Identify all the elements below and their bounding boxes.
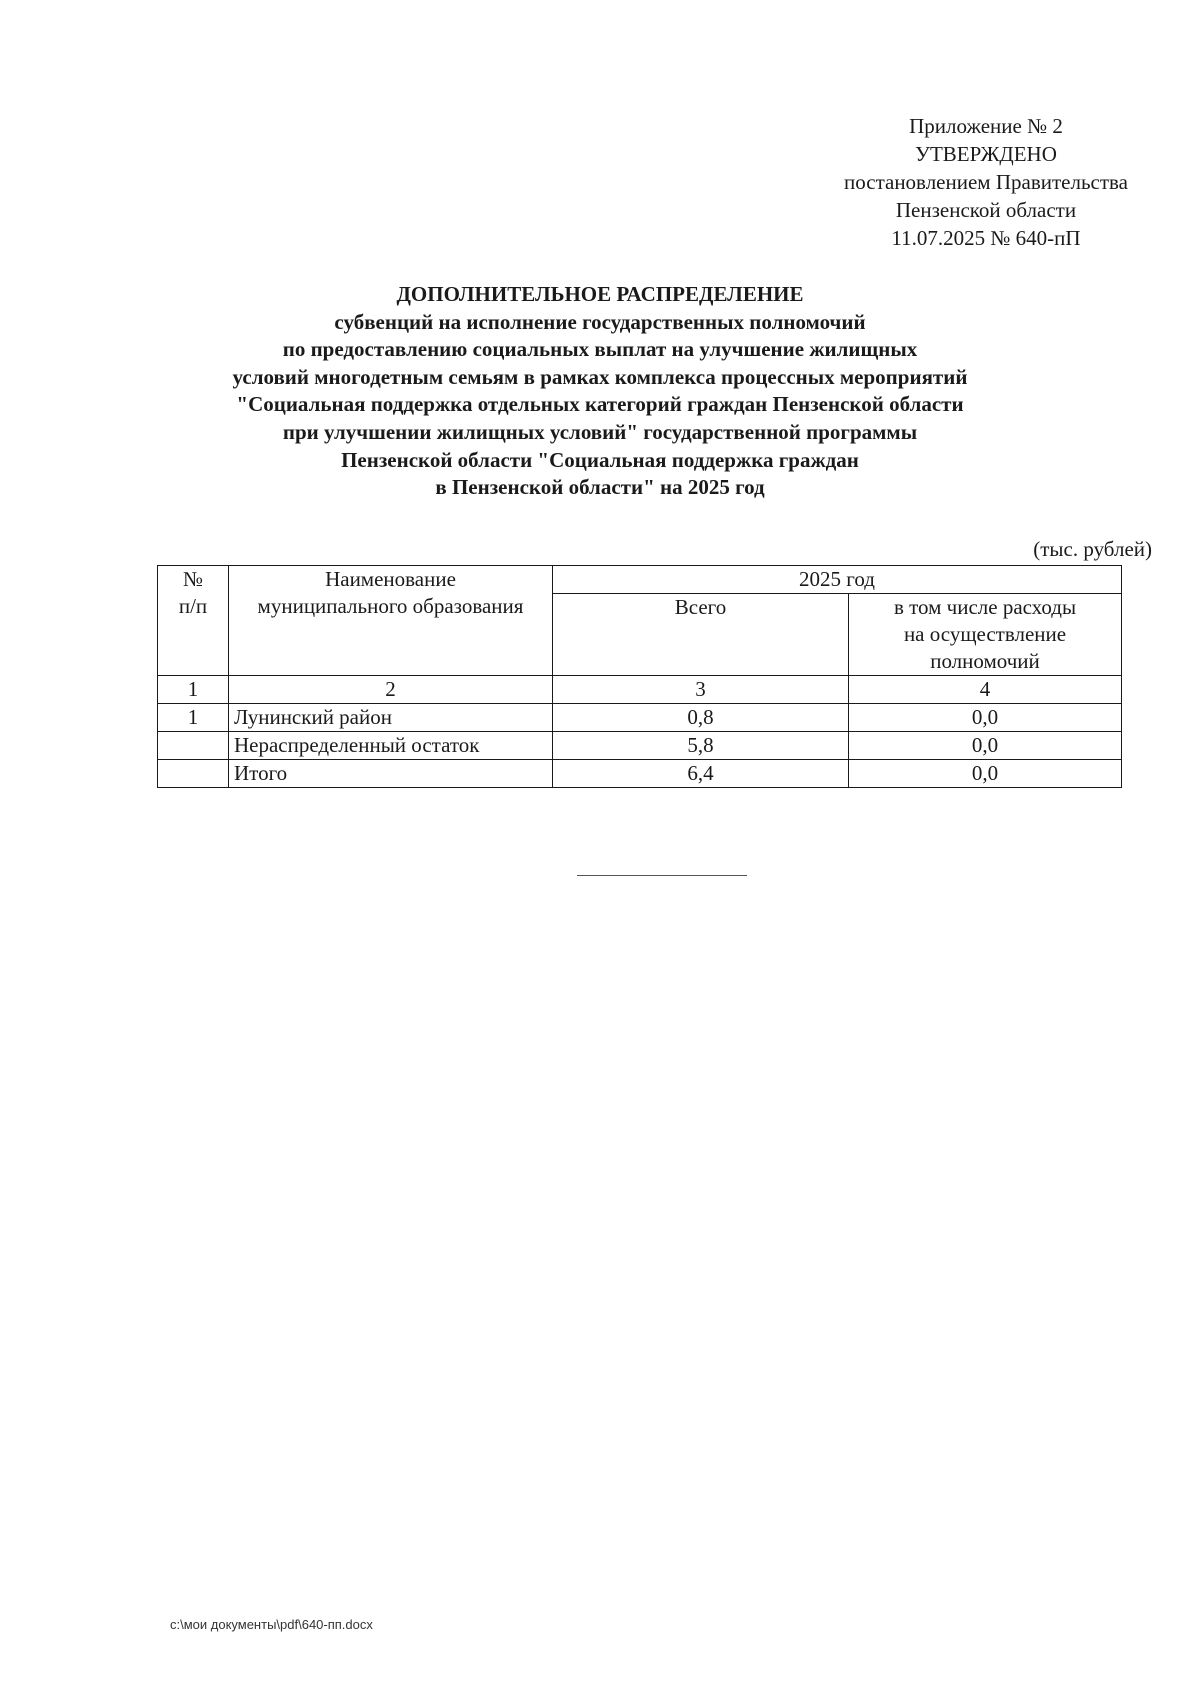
decree-date-number: 11.07.2025 № 640-пП (891, 226, 1081, 250)
row-including: 0,0 (849, 704, 1122, 732)
row-number (158, 732, 229, 760)
row-total: 0,8 (553, 704, 849, 732)
header-including: в том числе расходы на осуществление полномочий (849, 594, 1122, 676)
row-total: 6,4 (553, 760, 849, 788)
header-total: Всего (553, 594, 849, 676)
row-including: 0,0 (849, 732, 1122, 760)
distribution-table (157, 565, 1122, 788)
title-line: "Социальная поддержка отдельных категорий граждан Пензенской области (236, 392, 964, 417)
row-municipality: Нераспределенный остаток (229, 732, 553, 760)
column-number: 2 (229, 676, 553, 704)
row-number: 1 (158, 704, 229, 732)
table-row (158, 704, 1122, 732)
column-number: 1 (158, 676, 229, 704)
table-row (158, 732, 1122, 760)
header-number: № п/п (158, 566, 229, 676)
table-header-row (158, 566, 1122, 594)
units-note: (тыс. рублей) (1033, 537, 1152, 561)
title-line: ДОПОЛНИТЕЛЬНОЕ РАСПРЕДЕЛЕНИЕ (396, 282, 804, 306)
approved-region: Пензенской области (895, 198, 1077, 222)
title-line: при улучшении жилищных условий" государственной программы (282, 419, 918, 444)
title-line: по предоставлению социальных выплат на улучшение жилищных (282, 337, 918, 362)
title-line: в Пензенской области" на 2025 год (435, 475, 765, 500)
file-path-footer: c:\мои документы\pdf\640-пп.docx (170, 1617, 373, 1632)
appendix-number: Приложение № 2 (909, 114, 1063, 138)
row-including: 0,0 (849, 760, 1122, 788)
header-year: 2025 год (553, 566, 1122, 594)
table-row-total (158, 760, 1122, 788)
row-municipality: Итого (229, 760, 553, 788)
row-number (158, 760, 229, 788)
header-municipality: Наименование муниципального образования (229, 566, 553, 676)
approval-block (800, 112, 1172, 252)
approved-label: УТВЕРЖДЕНО (915, 142, 1057, 166)
document-title (140, 281, 1060, 502)
title-line: субвенций на исполнение государственных полномочий (334, 309, 866, 334)
title-line: условий многодетным семьям в рамках комплекса процессных мероприятий (232, 364, 968, 389)
title-line: Пензенской области "Социальная поддержка граждан (341, 447, 859, 472)
row-total: 5,8 (553, 732, 849, 760)
column-number-row (158, 676, 1122, 704)
column-number: 3 (553, 676, 849, 704)
row-municipality: Лунинский район (229, 704, 553, 732)
end-separator-line (577, 875, 747, 876)
column-number: 4 (849, 676, 1122, 704)
approved-by: постановлением Правительства (843, 170, 1128, 194)
